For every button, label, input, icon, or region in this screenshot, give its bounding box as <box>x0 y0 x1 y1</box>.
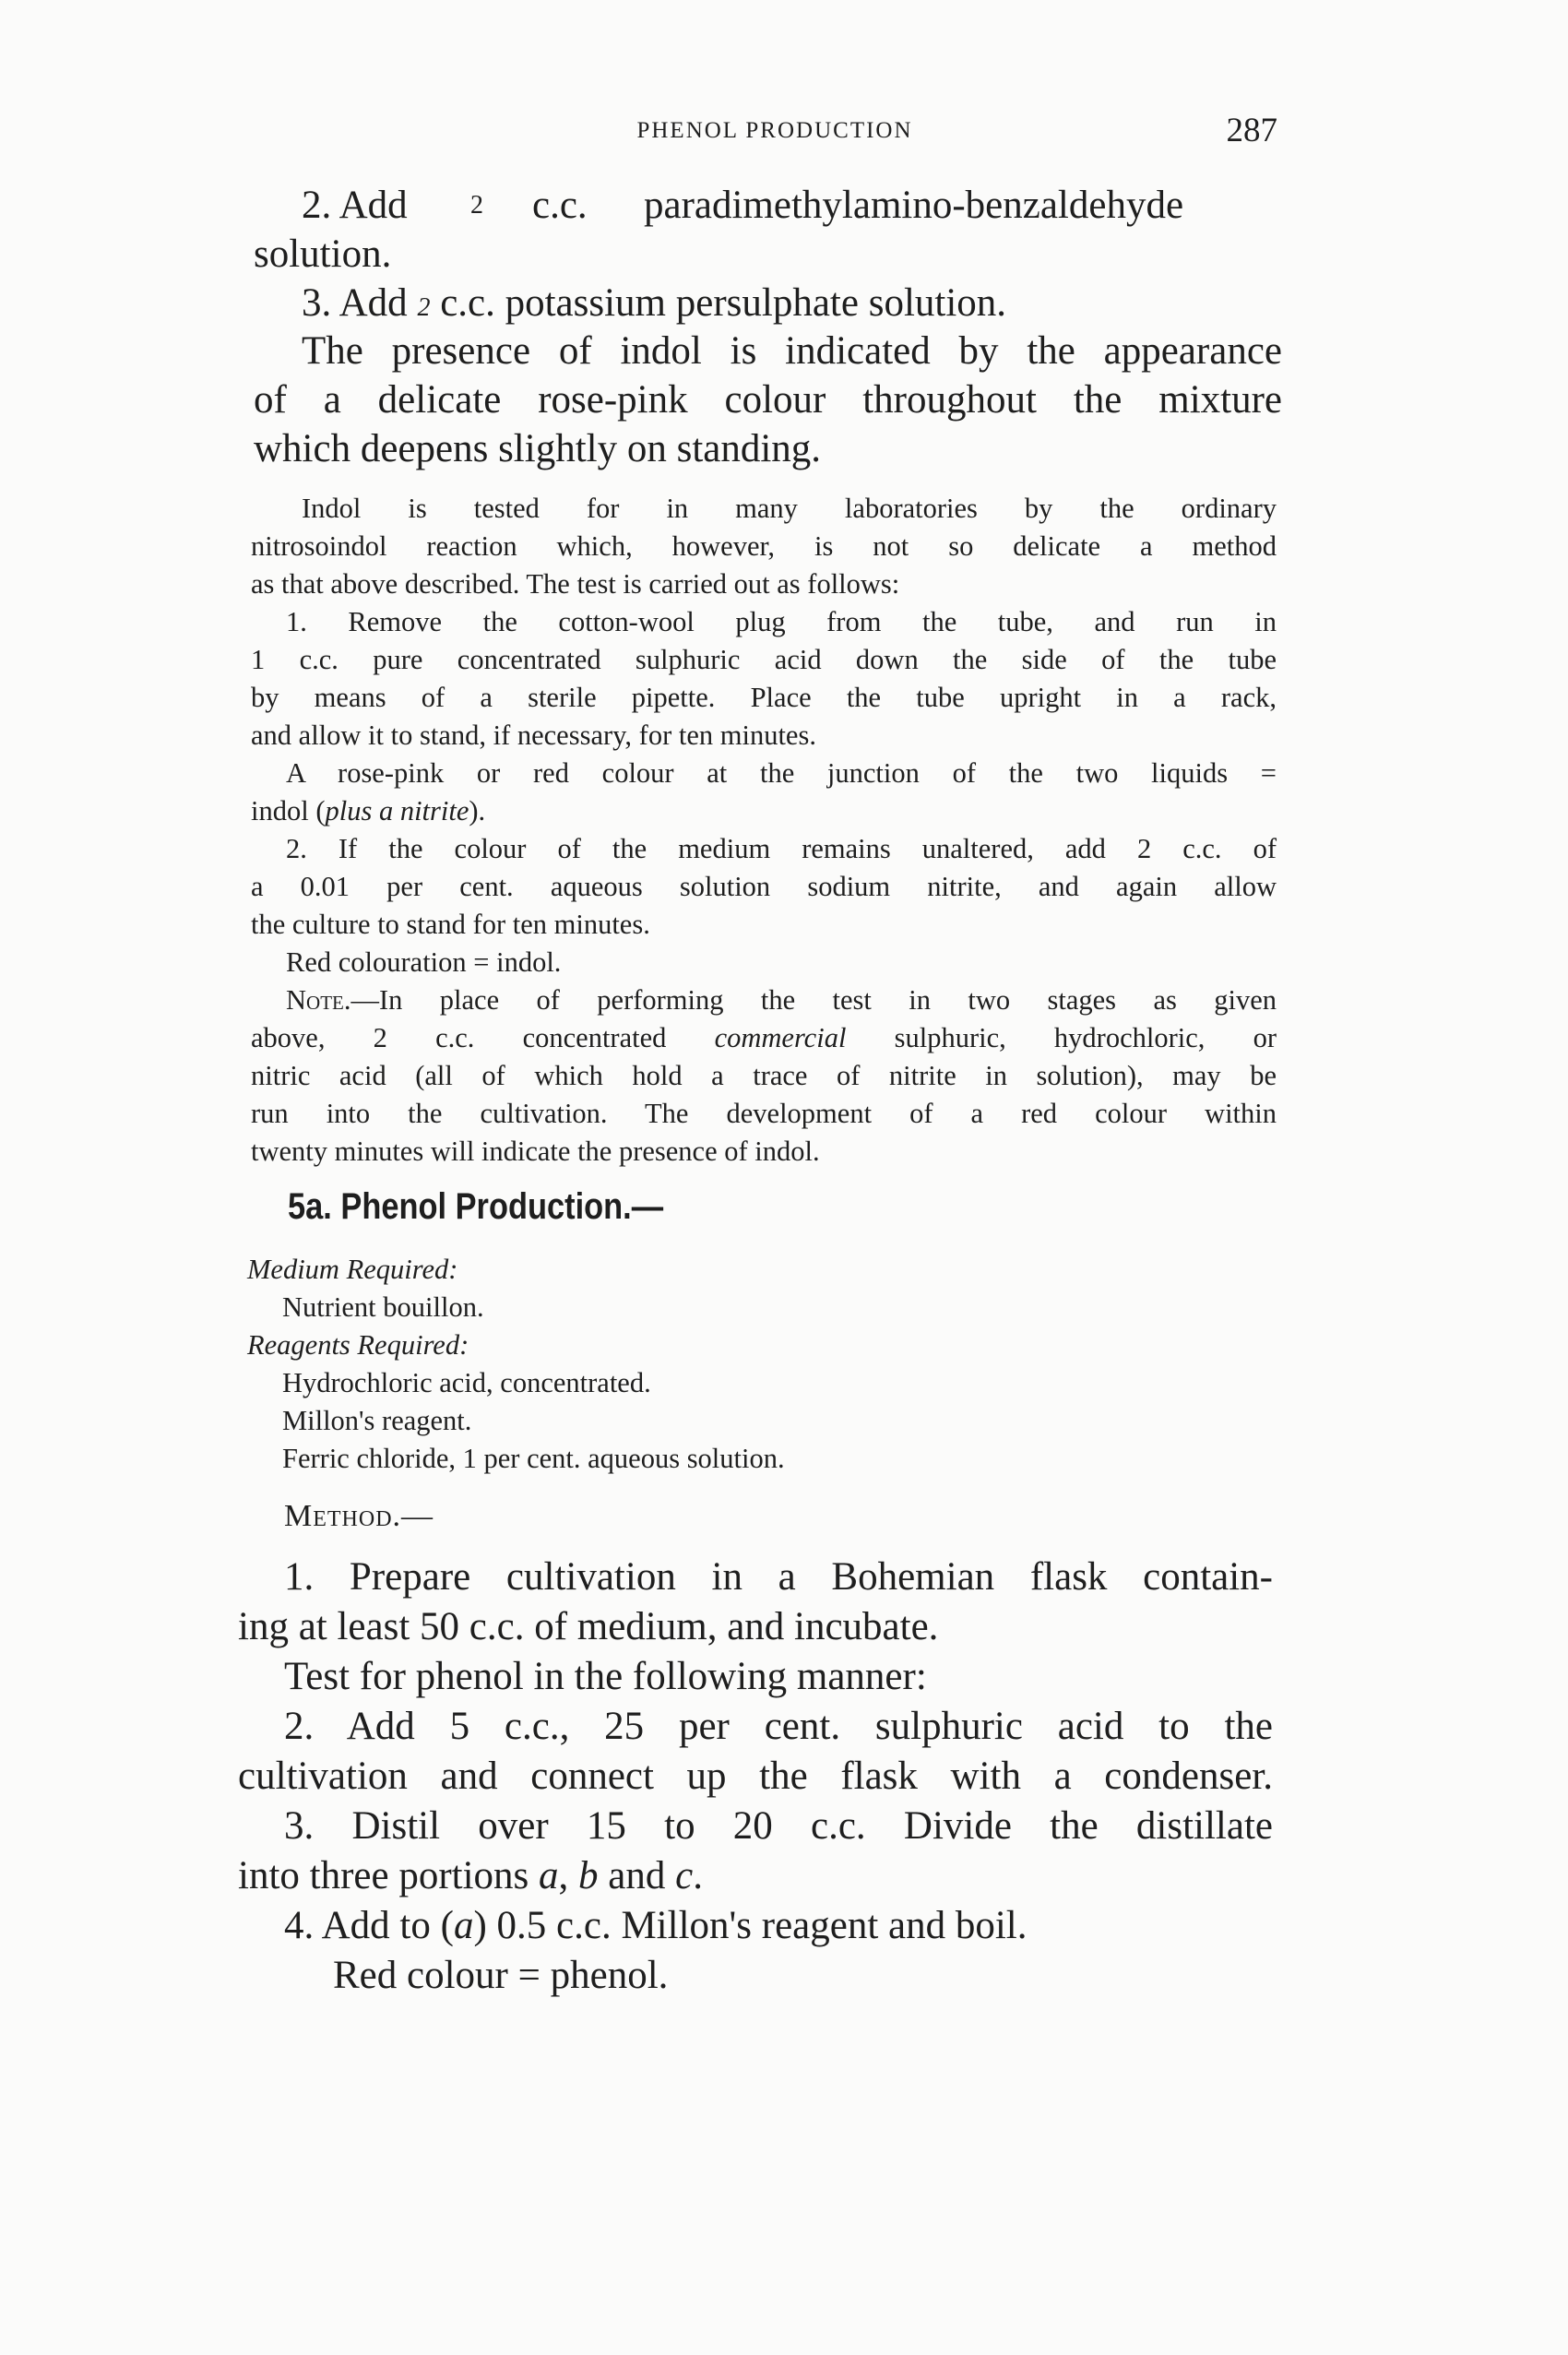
note-line-1: Note.—In place of performing the test in two stages as given <box>286 984 1277 1016</box>
running-head <box>258 111 1291 157</box>
presence-line-1: The presence of indol is indicated by the appearance <box>302 329 1282 373</box>
requirements-block <box>247 1251 1262 1478</box>
reagent-3: Ferric chloride, 1 per cent. aqueous solution. <box>282 1443 785 1474</box>
nitroso-result1-line-2: indol (plus a nitrite). <box>251 795 486 827</box>
medium-label: Medium Required: <box>247 1254 458 1285</box>
note-label: Note. <box>286 984 351 1016</box>
step-2-lead: 2. Add <box>302 184 408 227</box>
method-test-line: Test for phenol in the following manner: <box>284 1655 927 1698</box>
method-step4-result: Red colour = phenol. <box>333 1954 669 1997</box>
note-line-5: twenty minutes will indicate the presence of indol. <box>251 1136 820 1167</box>
nitroso-p1-line-2: nitrosoindol reaction which, however, is not so delicate a method <box>251 530 1277 562</box>
step-3-quantity: 2 <box>417 293 431 322</box>
method-step4-line: 4. Add to (a) 0.5 c.c. Millon's reagent and boil. <box>284 1904 1028 1947</box>
method-step3-line-1: 3. Distil over 15 to 20 c.c. Divide the distillate <box>284 1804 1273 1848</box>
reagent-2: Millon's reagent. <box>282 1405 472 1436</box>
plus-a-nitrite: plus a nitrite <box>325 795 469 827</box>
page-number: 287 <box>1226 112 1277 149</box>
method-step2-line-2: cultivation and connect up the flask with a condenser. <box>238 1754 1273 1798</box>
step-2-unit: c.c. <box>532 184 588 227</box>
presence-paragraph <box>254 327 1282 473</box>
method-step1-line-2: ing at least 50 c.c. of medium, and incubate. <box>238 1605 939 1648</box>
nitroso-result1-line-1: A rose-pink or red colour at the junction of the two liquids = <box>286 757 1277 789</box>
nitroso-step2-line-1: 2. If the colour of the medium remains unaltered, add 2 c.c. of <box>286 833 1277 864</box>
nitroso-step1-line-3: by means of a sterile pipette. Place the tube upright in a rack, <box>251 682 1277 713</box>
nitroso-step1-line-4: and allow it to stand, if necessary, for ten minutes. <box>251 720 816 751</box>
method-step3-line-2: into three portions a, b and c. <box>238 1854 703 1897</box>
nitroso-step1-line-2: 1 c.c. pure concentrated sulphuric acid down the side of the tube <box>251 644 1277 675</box>
note-line-3: nitric acid (all of which hold a trace of nitrite in solution), may be <box>251 1060 1277 1091</box>
nitroso-step1-line-1: 1. Remove the cotton-wool plug from the tube, and run in <box>286 606 1277 637</box>
nitroso-section <box>251 490 1277 1171</box>
nitroso-p1-line-1: Indol is tested for in many laboratories by the ordinary <box>302 493 1277 524</box>
step-2-reagent: paradimethylamino-benzaldehyde <box>644 184 1184 227</box>
method-label: Method.— <box>284 1499 434 1533</box>
method-step1-line-1: 1. Prepare cultivation in a Bohemian flask contain- <box>284 1555 1273 1599</box>
note-line-2: above, 2 c.c. concentrated commercial sulphuric, hydrochloric, or <box>251 1022 1277 1053</box>
step-2-quantity: 2 <box>470 191 483 220</box>
step-3-line <box>254 279 1282 332</box>
presence-line-2: of a delicate rose-pink colour throughout the mixture <box>254 378 1282 422</box>
nitroso-result2: Red colouration = indol. <box>286 946 562 978</box>
nitroso-p1-line-3: as that above described. The test is carried out as follows: <box>251 568 900 600</box>
nitroso-step2-line-2: a 0.01 per cent. aqueous solution sodium nitrite, and again allow <box>251 871 1277 902</box>
note-line-4: run into the cultivation. The development of a red colour within <box>251 1098 1277 1129</box>
method-step2-line-1: 2. Add 5 c.c., 25 per cent. sulphuric acid to the <box>284 1705 1273 1748</box>
step-2-block <box>254 181 1282 279</box>
method-steps <box>238 1552 1273 2001</box>
nitroso-step2-line-3: the culture to stand for ten minutes. <box>251 909 650 940</box>
reagent-1: Hydrochloric acid, concentrated. <box>282 1367 651 1398</box>
presence-line-3: which deepens slightly on standing. <box>254 427 822 470</box>
running-title: PHENOL PRODUCTION <box>636 118 913 143</box>
medium-value: Nutrient bouillon. <box>282 1291 484 1323</box>
step-3-text: c.c. potassium persulphate solution. <box>440 281 1007 325</box>
step-2-continuation: solution. <box>254 232 392 276</box>
reagents-label: Reagents Required: <box>247 1329 469 1361</box>
commercial-word: commercial <box>714 1022 847 1053</box>
section-heading: 5a. Phenol Production.— <box>288 1186 664 1227</box>
step-3-lead: 3. Add <box>302 281 408 325</box>
